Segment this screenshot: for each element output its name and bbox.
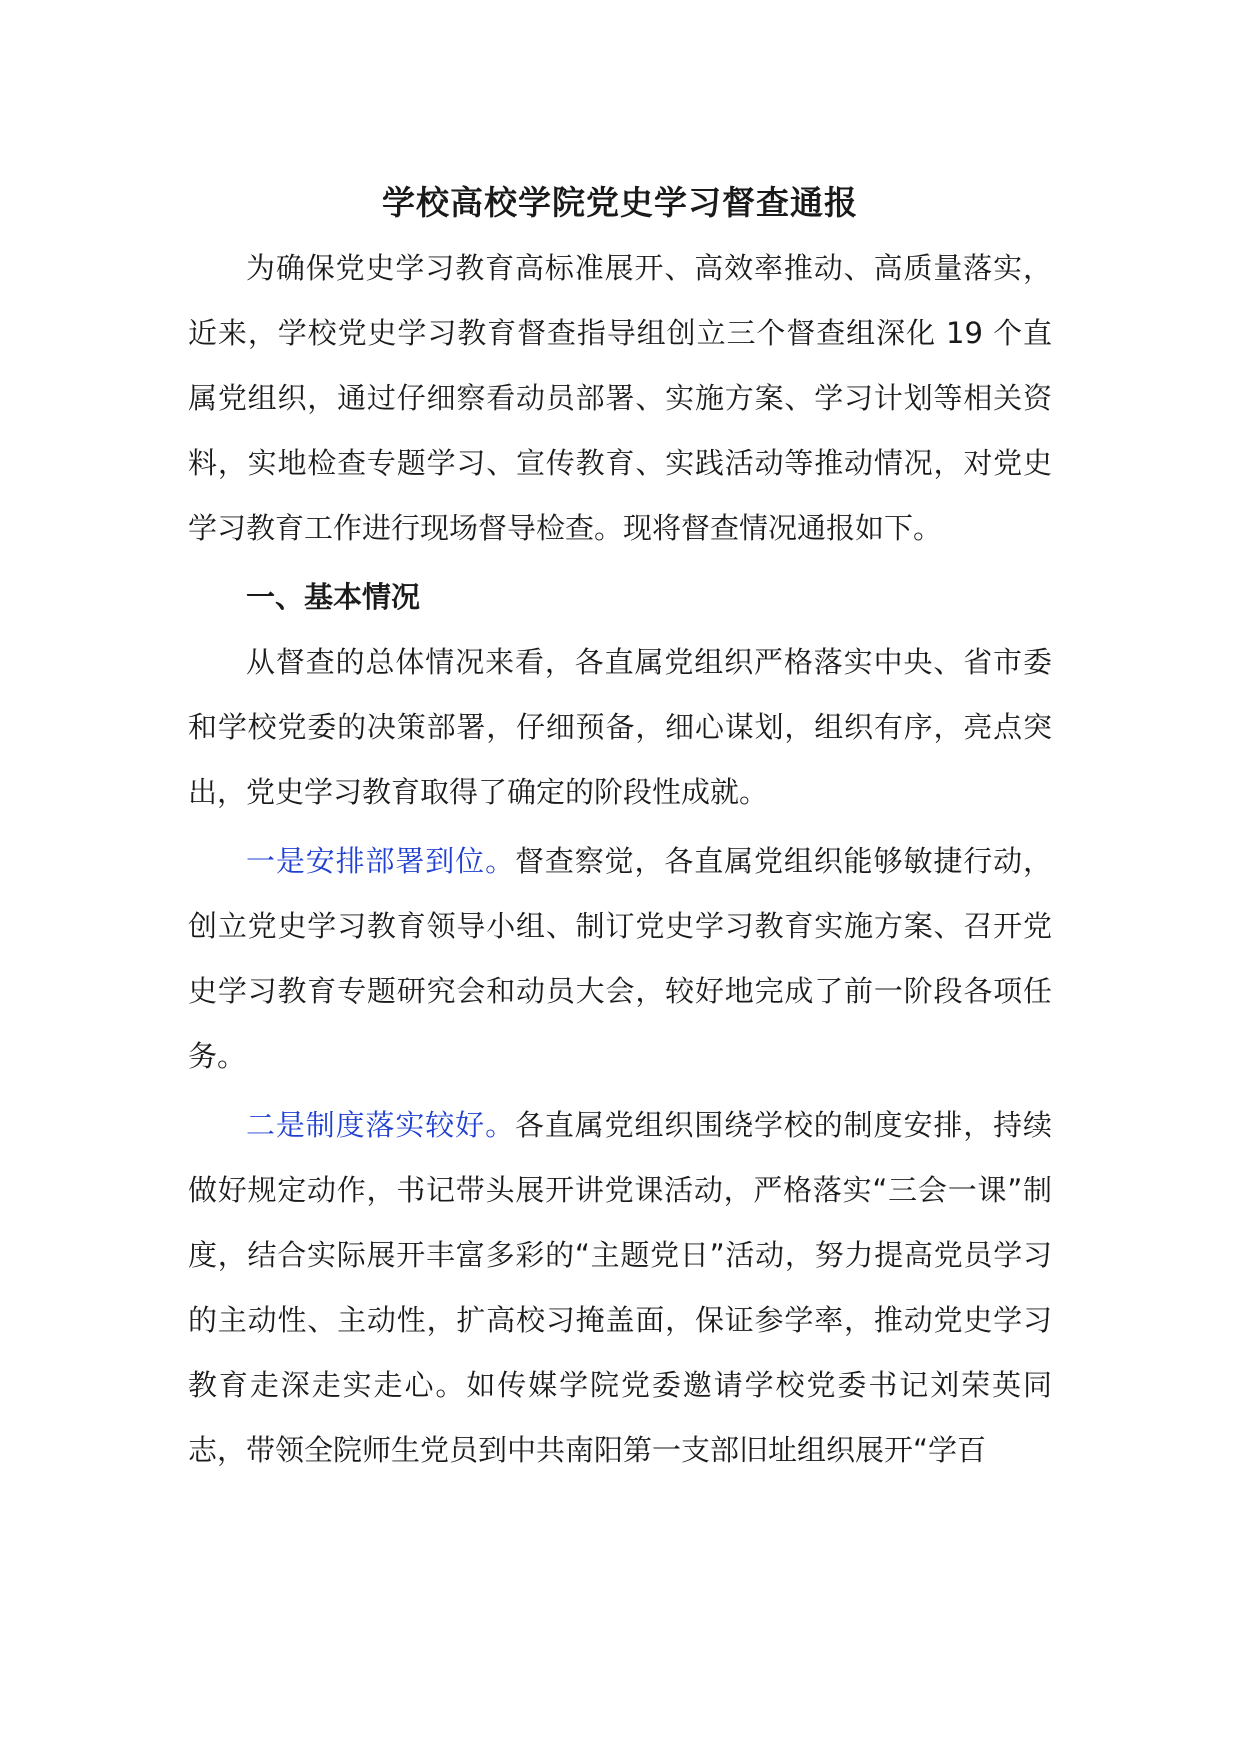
point-one-body: 督查察觉，各直属党组织能够敏捷行动，创立党史学习教育领导小组、制订党史学习教育实施方案、召开党史学习教育专题研究会和动员大会，较好地完成了前一阶段各项任务。 (188, 844, 1052, 1073)
document-title: 学校高校学院党史学习督查通报 (382, 183, 858, 222)
point-two-body: 各直属党组织围绕学校的制度安排，持续做好规定动作，书记带头展开讲党课活动，严格落实“三会一课”制度，结合实际展开丰富多彩的“主题党日”活动，努力提高党员学习的主动性、主动性，扩高校习掩盖面，保证参学率，推动党史学习教育走深走实走心。如传媒学院党委邀请学校党委书记刘荣英同志，带领全院师生党员到中共南阳第一支部旧址组织展开“学百 (188, 1108, 1052, 1467)
section-summary-paragraph: 从督查的总体情况来看，各直属党组织严格落实中央、省市委和学校党委的决策部署，仔细预备，细心谋划，组织有序，亮点突出，党史学习教育取得了确定的阶段性成就。 (188, 645, 1052, 809)
point-one-lead: 一是安排部署到位。 (246, 844, 515, 878)
point-one-paragraph (188, 829, 1052, 1089)
point-two-paragraph (188, 1093, 1052, 1483)
document-page (188, 178, 1052, 1483)
section-heading-basic-situation: 一、基本情况 (246, 580, 421, 614)
point-two-lead: 二是制度落实较好。 (246, 1108, 515, 1142)
intro-paragraph: 为确保党史学习教育高标准展开、高效率推动、高质量落实，近来，学校党史学习教育督查指导组创立三个督查组深化 19 个直属党组织，通过仔细察看动员部署、实施方案、学习计划等相关资料，实地检查专题学习、宣传教育、实践活动等推动情况，对党史学习教育工作进行现场督导检查。现将督查情况通报如下。 (188, 251, 1052, 545)
